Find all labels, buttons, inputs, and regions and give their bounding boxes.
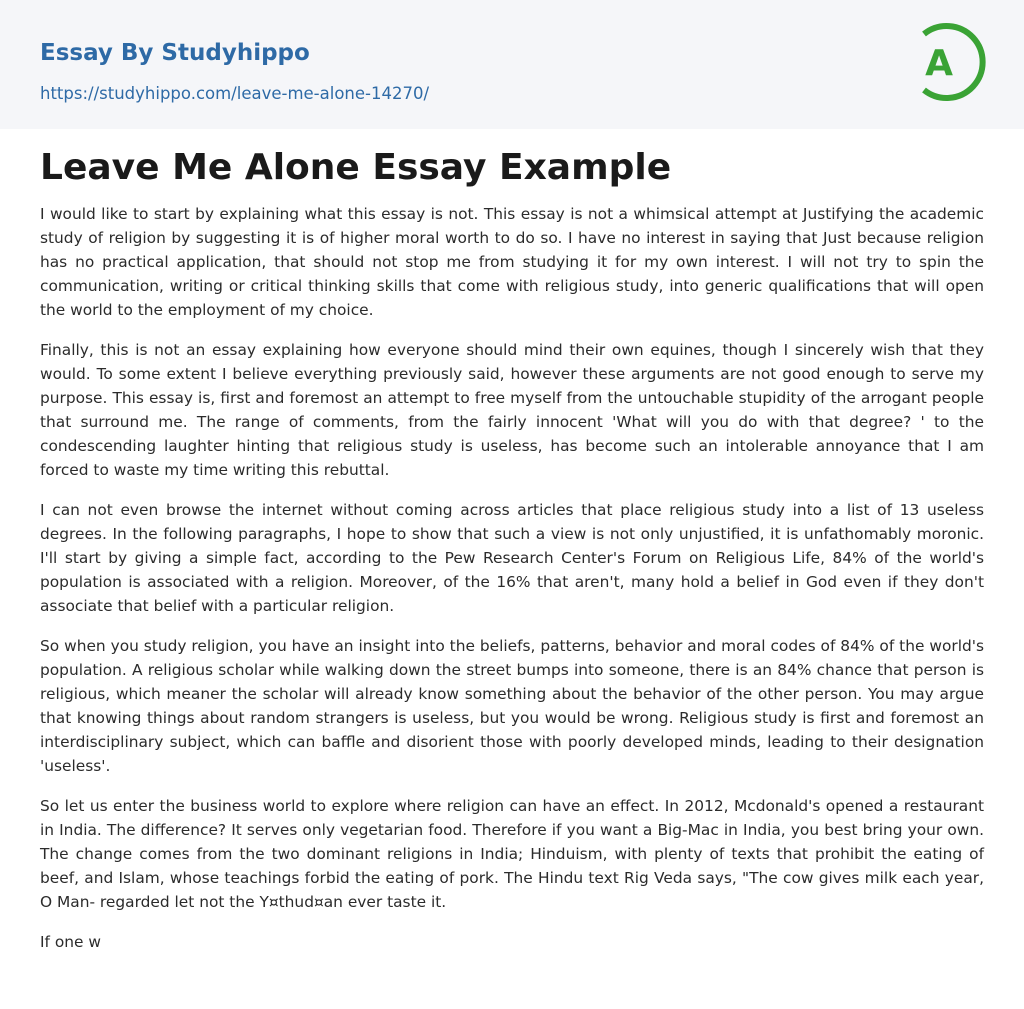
paragraph-3: I can not even browse the internet without coming across articles that place religious study into a list of 13 useless degrees. In the following paragraphs, I hope to show that such a view is not only unjustified, it is unfathomably moronic. I'll start by giving a simple fact, according to the Pew Research Center's Forum on Religious Life, 84% of the world's population is associated with a religion. Moreover, of the 16% that aren't, many hold a belief in God even if they don't associate that belief with a particular religion. <box>40 501 984 615</box>
paragraph-2: Finally, this is not an essay explaining how everyone should mind their own equines, though I sincerely wish that they would. To some extent I believe everything previously said, however these arguments are not good enough to serve my purpose. This essay is, first and foremost an attempt to free myself from the untouchable stupidity of the arrogant people that surround me. The range of comments, from the fairly innocent 'What will you do with that degree? ' to the condescending laughter hinting that religious study is useless, has become such an intolerable annoyance that I am forced to waste my time writing this rebuttal. <box>40 341 984 479</box>
article <box>40 143 984 970</box>
paragraph-1: I would like to start by explaining what this essay is not. This essay is not a whimsical attempt at Justifying the academic study of religion by suggesting it is of higher moral worth to do so. I have no interest in saying that Just because religion has no practical application, that should not stop me from studying it for my own interest. I will not try to spin the communication, writing or critical thinking skills that come with religious study, into generic qualifications that will open the world to the employment of my choice. <box>40 205 984 319</box>
paragraph-4: So when you study religion, you have an insight into the beliefs, patterns, behavior and moral codes of 84% of the world's population. A religious scholar while walking down the street bumps into someone, there is an 84% chance that person is religious, which meaner the scholar will already know something about the behavior of the other person. You may argue that knowing things about random strangers is useless, but you would be wrong. Religious study is first and foremost an interdisciplinary subject, which can baffle and disorient those with poorly developed minds, leading to their designation 'useless'. <box>40 637 984 775</box>
paragraph-6: If one w <box>40 933 101 951</box>
site-brand[interactable]: Essay By Studyhippo <box>40 40 310 66</box>
logo-letter: A <box>925 43 953 84</box>
page-title: Leave Me Alone Essay Example <box>40 147 672 188</box>
studyhippo-logo-icon[interactable] <box>912 20 986 104</box>
site-header <box>0 0 1024 129</box>
paragraph-5: So let us enter the business world to explore where religion can have an effect. In 2012, Mcdonald's opened a restaurant in India. The difference? It serves only vegetarian food. Therefore if you want a Big-Mac in India, you best bring your own. The change comes from the two dominant religions in India; Hinduism, with plenty of texts that prohibit the eating of beef, and Islam, whose teachings forbid the eating of pork. The Hindu text Rig Veda says, "The cow gives milk each year, O Man- regarded let not the Y¤thud¤an ever taste it. <box>40 797 984 911</box>
source-url-link[interactable]: https://studyhippo.com/leave-me-alone-14270/ <box>40 84 430 103</box>
